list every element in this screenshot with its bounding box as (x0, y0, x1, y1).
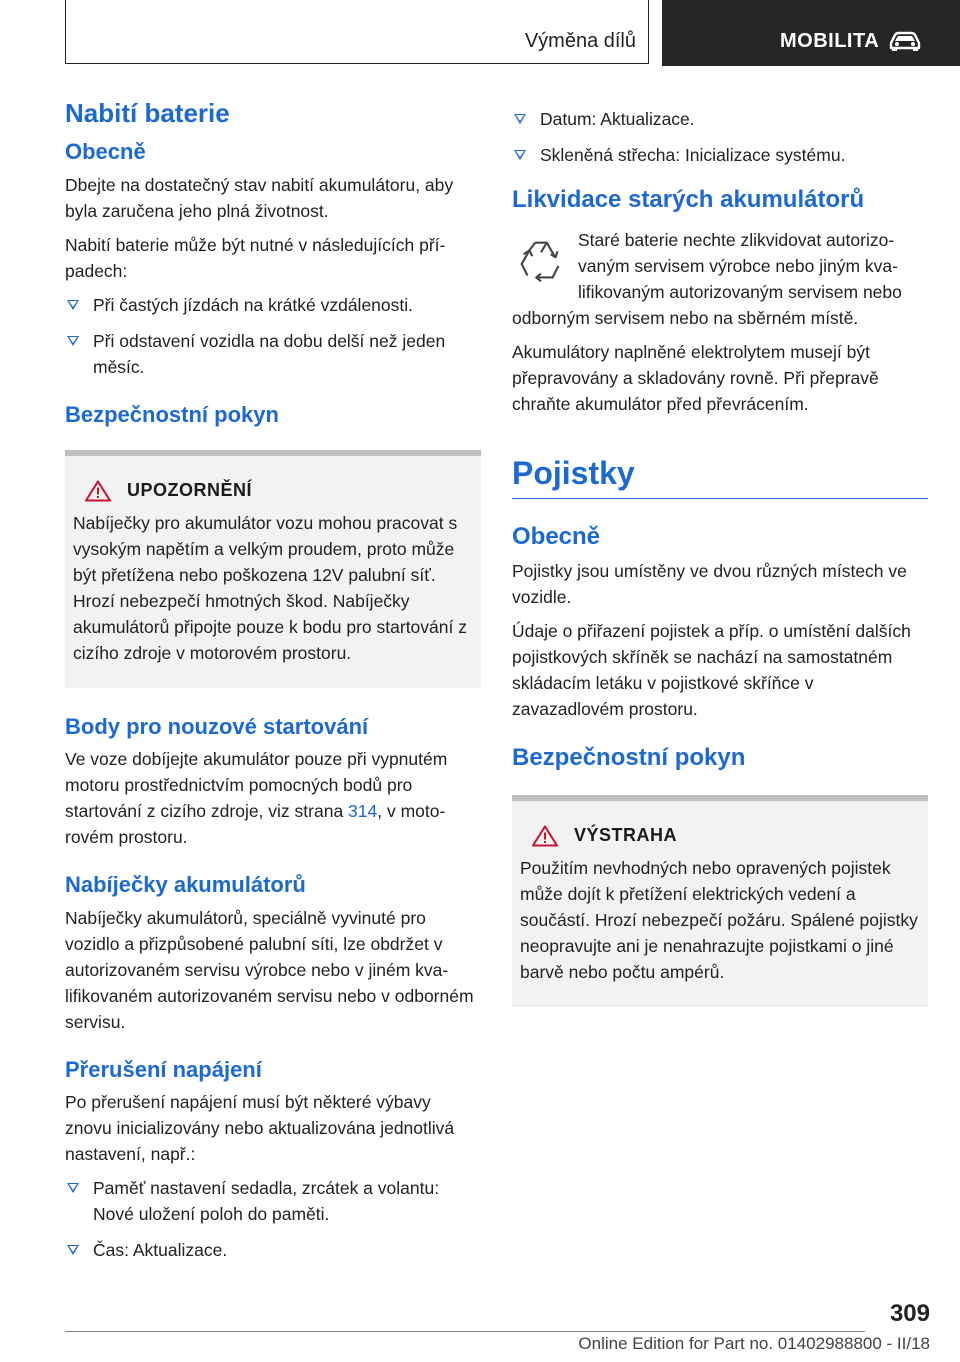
car-icon (888, 30, 922, 52)
triangle-bullet-icon (67, 300, 79, 310)
warning-box (512, 795, 928, 1007)
heading-disposal: Likvidace starých akumulátorů (512, 186, 865, 213)
triangle-bullet-icon (514, 150, 526, 160)
page-reference-link[interactable]: 314 (348, 801, 378, 822)
paragraph: Dbejte na dostatečný stav nabití akumulátoru, aby byla zaručena jeho plná životnost. (65, 174, 454, 221)
bullet-list (65, 292, 481, 380)
list-item: Skleněná střecha: Inicializace systému. (512, 142, 928, 168)
section-title-battery-charging: Nabití baterie (65, 98, 230, 128)
warning-triangle-icon (85, 480, 111, 502)
heading-power-interruption: Přerušení napájení (65, 1056, 262, 1082)
paragraph: Pojistky jsou umístěny ve dvou různých místech ve vozidle. (512, 561, 907, 608)
warning-title: UPOZORNĚNÍ (73, 480, 473, 502)
bullet-list (65, 1175, 481, 1263)
heading-battery-chargers: Nabíječky akumulátorů (65, 872, 306, 898)
page-header (0, 0, 960, 66)
section-title-fuses: Pojistky (512, 453, 928, 500)
list-item: Paměť nastavení sedadla, zrcátek a volantu: Nové uložení poloh do paměti. (65, 1175, 481, 1227)
paragraph: Údaje o přiřazení pojistek a příp. o umístění dalších pojistkových skříněk se nachází na samostatném skládacím letáku v pojistkové skříňce v zavazadlovém prostoru. (512, 621, 911, 720)
warning-title: VÝSTRAHA (520, 825, 920, 847)
heading-general: Obecně (65, 139, 146, 165)
left-column (65, 98, 481, 1273)
warning-box (65, 450, 481, 688)
header-section-box (65, 0, 649, 64)
disposal-block (512, 227, 928, 331)
recycling-icon (512, 233, 570, 291)
triangle-bullet-icon (67, 1183, 79, 1193)
list-item: Datum: Aktualizace. (512, 106, 928, 132)
footer-divider (65, 1331, 865, 1332)
warning-text: Nabíječky pro akumulátor vozu mohou pracovat s vysokým napětím a velkým proudem, proto může být přetížena nebo poškozena 12V palubní síť. Hrozí nebezpečí hmotných škod. Nabíječky akumulátorů připojte pouze k bodu pro startování z cizího zdroje v motorovém prostoru. (73, 512, 467, 663)
triangle-bullet-icon (67, 336, 79, 346)
heading-jump-start-points: Body pro nouzové startování (65, 713, 369, 739)
triangle-bullet-icon (514, 114, 526, 124)
paragraph: Nabíječky akumulátorů, speciálně vyvinuté pro vozidlo a přizpůsobené palubní síti, lze obdržet v autorizovaném servisu výrobce nebo v jiném kvalifikovaném autorizovaném servisu nebo v odborném servisu. (65, 907, 474, 1032)
heading-safety-note: Bezpečnostní pokyn (65, 401, 279, 427)
list-item: Při odstavení vozidla na dobu delší než jeden měsíc. (65, 328, 481, 380)
warning-text: Použitím nevhodných nebo opravených pojistek může dojít k přetížení elektrických vedení a součástí. Hrozí nebezpečí požáru. Spálené pojistky neopravujte ani je nenahrazujte pojistkami o jiné barvě nebo počtu ampérů. (520, 857, 918, 982)
page-number: 309 (889, 1300, 930, 1327)
right-column (512, 98, 928, 1025)
heading-general: Obecně (512, 523, 601, 551)
footer-edition: Online Edition for Part no. 01402988800 - II/18 (578, 1334, 930, 1353)
paragraph: Staré baterie nechte zlikvidovat autorizovaným servisem výrobce nebo jiným kvalifikovaným autorizovaným servisem nebo odborným servisem nebo na sběrném místě. (512, 229, 902, 328)
header-chapter-label: MOBILITA (780, 30, 880, 52)
list-item: Při častých jízdách na krátké vzdálenosti. (65, 292, 481, 318)
warning-triangle-icon (532, 825, 558, 847)
heading-safety-note: Bezpečnostní pokyn (512, 744, 746, 772)
header-chapter-tab (662, 0, 960, 66)
paragraph: Nabití baterie může být nutné v následujících případech: (65, 234, 446, 281)
triangle-bullet-icon (67, 1245, 79, 1255)
paragraph: Ve voze dobíjejte akumulátor pouze při vypnutém motoru prostřednictvím pomocných bodů pro startování z cizího zdroje, viz strana 314, v motorovém prostoru. (65, 749, 448, 848)
header-section-title: Výměna dílů (524, 30, 636, 52)
bullet-list (512, 106, 928, 168)
paragraph: Po přerušení napájení musí být některé výbavy znovu inicializovány nebo aktualizována jednotlivá nastavení, např.: (65, 1092, 455, 1165)
list-item: Čas: Aktualizace. (65, 1237, 481, 1263)
paragraph: Akumulátory naplněné elektrolytem musejí být přepravovány a skladovány rovně. Při přepravě chraňte akumulátor před převrácením. (512, 341, 879, 414)
